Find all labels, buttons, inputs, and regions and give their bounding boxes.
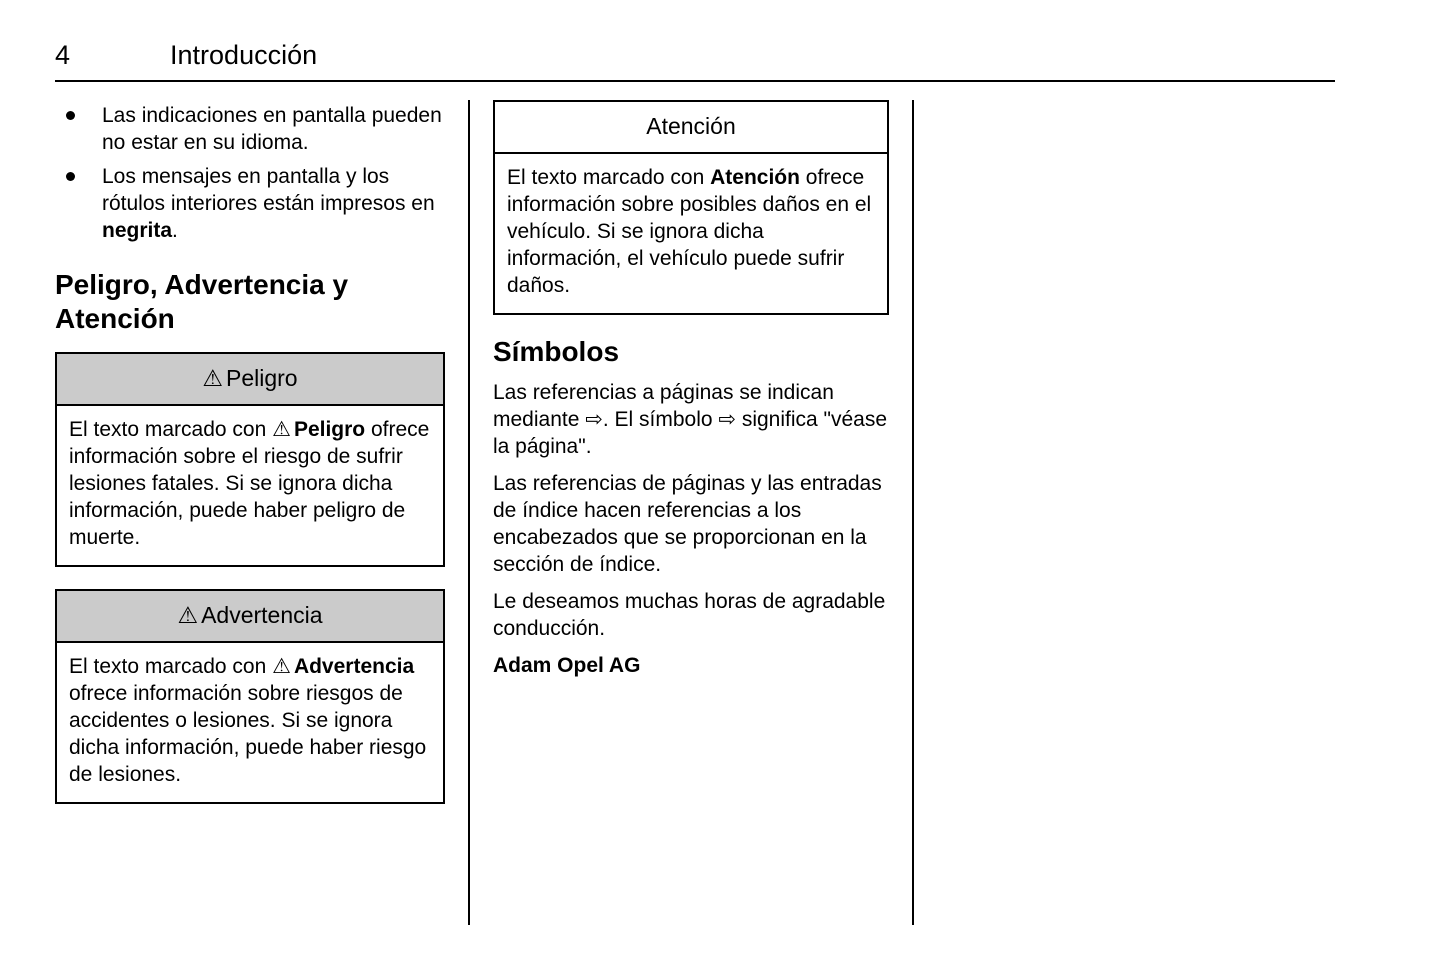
chapter-title: Introducción <box>170 40 318 70</box>
caution-box-body <box>495 154 887 313</box>
warning-box-header <box>57 591 443 643</box>
page-header <box>0 0 1445 71</box>
danger-box-text-run: El texto marcado con <box>69 418 273 441</box>
warning-box-body <box>57 643 443 802</box>
warning-box-text-run: ofrece información sobre riesgos de accidentes o lesiones. Si se ignora dicha información, puede haber riesgo de lesiones. <box>69 682 427 786</box>
caution-box-text-run: ofrece información sobre posibles daños en el vehículo. Si se ignora dicha información, el vehículo puede sufrir daños. <box>507 166 872 297</box>
symbols-paragraph-1 <box>493 379 889 460</box>
danger-box-header <box>57 354 443 406</box>
bullet-text-run: . <box>172 219 178 242</box>
danger-box-text-run: ofrece información sobre el riesgo de sufrir lesiones fatales. Si se ignora dicha información, puede haber peligro de muerte. <box>69 418 430 549</box>
list-item <box>55 163 445 244</box>
warning-triangle-icon: ⚠ <box>202 365 223 391</box>
danger-box <box>55 352 445 567</box>
page-reference-arrow-icon: ⇨ <box>718 408 736 431</box>
warning-triangle-icon: ⚠ <box>272 655 291 678</box>
warning-box-text-run: El texto marcado con <box>69 655 273 678</box>
warning-triangle-icon: ⚠ <box>272 418 291 441</box>
warning-box <box>55 589 445 804</box>
paragraph-text-run: . El símbolo <box>602 408 719 431</box>
bullet-text-bold: negrita <box>102 219 173 242</box>
symbols-paragraph-3: Le deseamos muchas horas de agradable conducción. <box>493 590 886 640</box>
signature: Adam Opel AG <box>493 654 641 677</box>
caution-box-text-run: El texto marcado con <box>507 166 711 189</box>
section-heading-danger-warning-caution: Peligro, Advertencia y Atención <box>55 269 349 334</box>
symbols-heading: Símbolos <box>493 336 620 367</box>
bullet-text: Las indicaciones en pantalla pueden no estar en su idioma. <box>102 104 442 154</box>
column-divider <box>468 100 470 925</box>
page-number: 4 <box>55 40 71 70</box>
bullet-text-run: Los mensajes en pantalla y los rótulos interiores están impresos en <box>102 165 435 215</box>
danger-box-body <box>57 406 443 565</box>
intro-bullet-list <box>55 102 445 244</box>
warning-box-text-bold: Advertencia <box>293 655 415 678</box>
bullet-icon <box>66 172 75 181</box>
paragraph-text-run: Las referencias a páginas se indican mediante <box>493 381 834 431</box>
caution-box-header <box>495 102 887 154</box>
symbols-paragraph-2: Las referencias de páginas y las entradas de índice hacen referencias a los encabezados que se proporcionan en la sección de índice. <box>493 472 882 576</box>
column-divider <box>912 100 914 925</box>
caution-box-text-bold: Atención <box>710 166 800 189</box>
column-middle <box>493 98 889 679</box>
danger-box-text-bold: Peligro <box>293 418 366 441</box>
caution-box <box>493 100 889 315</box>
list-item <box>55 102 445 156</box>
bullet-text <box>102 163 445 244</box>
content-columns <box>55 98 1445 925</box>
warning-box-title: Advertencia <box>201 602 323 628</box>
bullet-icon <box>66 111 75 120</box>
caution-box-title: Atención <box>646 113 736 139</box>
danger-box-title: Peligro <box>226 365 298 391</box>
warning-triangle-icon: ⚠ <box>177 602 199 628</box>
page-reference-arrow-icon: ⇨ <box>585 408 603 431</box>
paragraph-text-run: significa "véase la página". <box>493 408 888 458</box>
column-left <box>55 98 445 804</box>
header-rule <box>55 80 1335 82</box>
